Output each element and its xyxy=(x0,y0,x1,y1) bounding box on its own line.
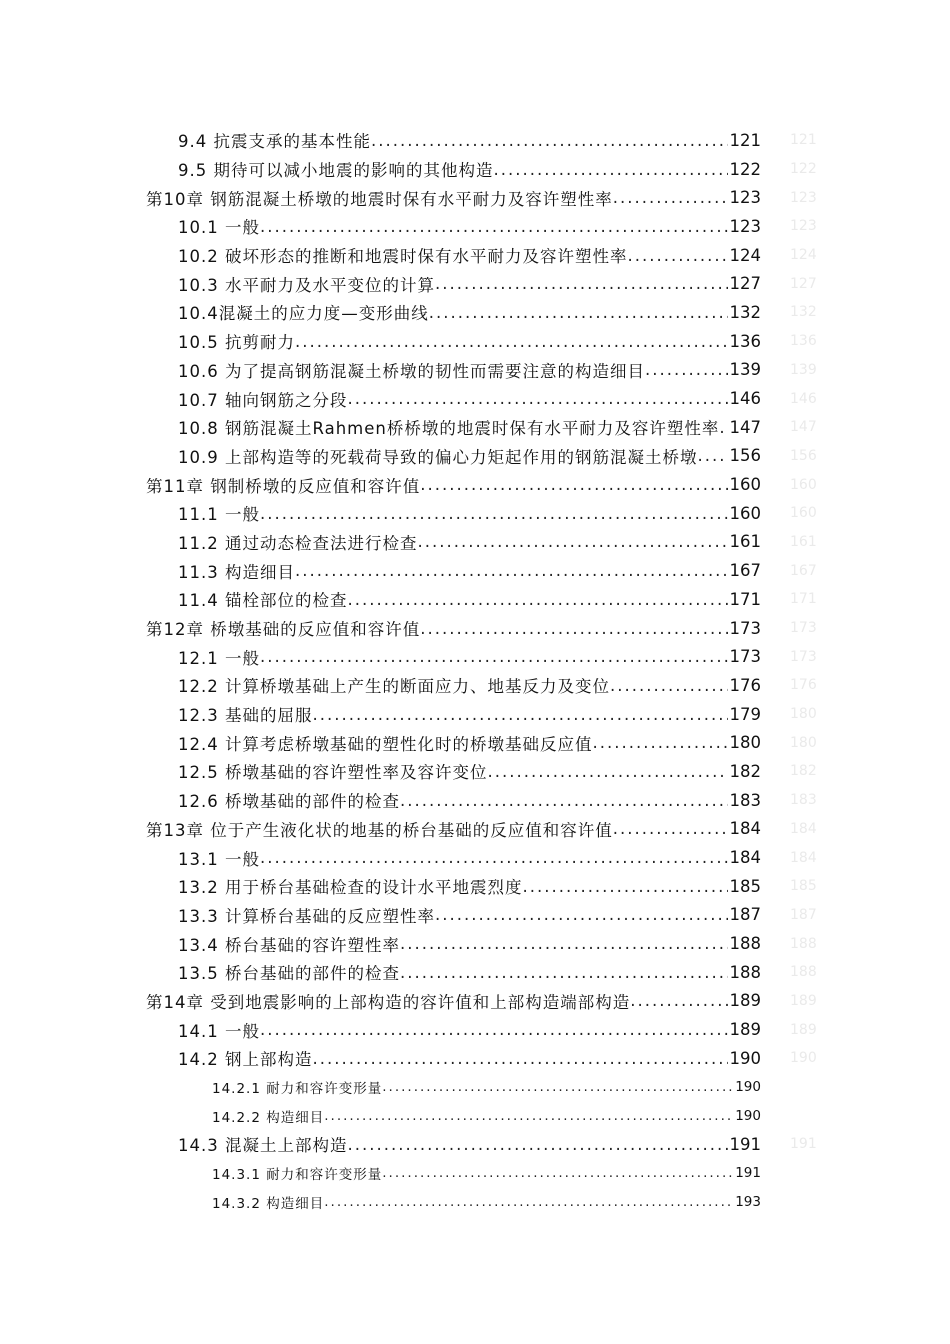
toc-page-number: 173 xyxy=(729,618,761,638)
toc-section-entry xyxy=(178,155,950,184)
toc-chapter-entry xyxy=(146,183,950,212)
toc-entry-line xyxy=(178,874,761,898)
toc-entry-line xyxy=(212,1106,761,1126)
dot-leader xyxy=(347,389,727,408)
dot-leader xyxy=(417,532,727,551)
toc-entry-title: 14.2 钢上部构造 xyxy=(178,1050,313,1070)
toc-entry-title: 第13章 位于产生液化状的地基的桥台基础的反应值和容许值 xyxy=(146,820,613,840)
toc-entry-title: 10.1 一般 xyxy=(178,218,260,238)
toc-entry-line xyxy=(178,673,761,697)
toc-entry-line xyxy=(178,1046,761,1070)
toc-section-entry xyxy=(178,499,950,528)
dot-leader xyxy=(347,1135,727,1154)
faint-page-number: 188 xyxy=(790,935,817,952)
toc-entry-line xyxy=(178,300,761,324)
toc-page-number: 136 xyxy=(729,331,761,351)
faint-page-number: 184 xyxy=(790,849,817,866)
toc-page-number: 188 xyxy=(729,962,761,982)
toc-entry-line xyxy=(178,444,761,468)
toc-entry-title: 14.2.1 耐力和容许变形量 xyxy=(212,1081,383,1098)
faint-page-number: 189 xyxy=(790,992,817,1009)
faint-page-number: 147 xyxy=(790,419,817,436)
faint-page-number: 189 xyxy=(790,1021,817,1038)
dot-leader xyxy=(382,1165,733,1181)
faint-page-number: 185 xyxy=(790,878,817,895)
faint-page-number: 160 xyxy=(790,476,817,493)
faint-page-number: 184 xyxy=(790,820,817,837)
dot-leader xyxy=(260,1020,728,1039)
toc-entry-title: 10.6 为了提高钢筋混凝土桥墩的韧性而需要注意的构造细目 xyxy=(178,361,645,381)
toc-page-number: 193 xyxy=(735,1193,761,1210)
dot-leader xyxy=(613,188,728,207)
toc-page-number: 190 xyxy=(735,1079,761,1096)
toc-entry-line xyxy=(178,960,761,984)
faint-page-number: 161 xyxy=(790,533,817,550)
toc-entry-title: 11.1 一般 xyxy=(178,505,260,525)
toc-entry-line xyxy=(178,846,761,870)
toc-entry-line xyxy=(178,645,761,669)
toc-entry-title: 12.2 计算桥墩基础上产生的断面应力、地基反力及变位 xyxy=(178,677,610,697)
dot-leader xyxy=(400,934,728,953)
toc-page-number: 124 xyxy=(729,245,761,265)
dot-leader xyxy=(630,991,727,1010)
toc-section-entry xyxy=(178,1130,950,1159)
toc-page-number: 139 xyxy=(729,360,761,380)
faint-page-number: 139 xyxy=(790,361,817,378)
toc-page-number: 189 xyxy=(729,991,761,1011)
toc-entry-title: 14.3.2 构造细目 xyxy=(212,1195,325,1212)
toc-entry-title: 10.3 水平耐力及水平变位的计算 xyxy=(178,275,435,295)
toc-entry-line xyxy=(178,329,761,353)
faint-page-number: 188 xyxy=(790,964,817,981)
toc-section-entry xyxy=(178,327,950,356)
faint-page-number: 180 xyxy=(790,706,817,723)
dot-leader xyxy=(382,1079,733,1095)
toc-section-entry xyxy=(178,241,950,270)
toc-entry-line xyxy=(178,128,761,152)
toc-section-entry xyxy=(178,585,950,614)
toc-entry-title: 14.1 一般 xyxy=(178,1021,260,1041)
toc-subsection-entry xyxy=(212,1073,950,1102)
dot-leader xyxy=(613,819,728,838)
toc-entry-line xyxy=(178,559,761,583)
dot-leader xyxy=(645,360,728,379)
toc-entry-title: 11.3 构造细目 xyxy=(178,562,295,582)
toc-page-number: 180 xyxy=(729,733,761,753)
toc-entry-title: 12.6 桥墩基础的部件的检查 xyxy=(178,792,400,812)
toc-page-number: 156 xyxy=(729,446,761,466)
dot-leader xyxy=(610,676,728,695)
toc-entry-line xyxy=(178,157,761,181)
faint-page-number: 183 xyxy=(790,792,817,809)
toc-page-number: 188 xyxy=(729,934,761,954)
toc-page-number: 121 xyxy=(729,130,761,150)
toc-section-entry xyxy=(178,528,950,557)
toc-section-entry xyxy=(178,298,950,327)
toc-entry-line xyxy=(178,587,761,611)
toc-entry-line xyxy=(178,1132,761,1156)
toc-entry-line xyxy=(212,1192,761,1212)
toc-entry-title: 13.3 计算桥台基础的反应塑性率 xyxy=(178,906,435,926)
toc-entry-title: 11.4 锚栓部位的检查 xyxy=(178,591,348,611)
faint-page-number: 122 xyxy=(790,161,817,178)
dot-leader xyxy=(400,963,728,982)
dot-leader xyxy=(347,590,727,609)
toc-page-number: 176 xyxy=(729,675,761,695)
toc-page-number: 123 xyxy=(729,188,761,208)
toc-entry-line xyxy=(212,1163,761,1183)
toc-entry-title: 13.1 一般 xyxy=(178,849,260,869)
faint-page-number: 127 xyxy=(790,275,817,292)
toc-page-number: 122 xyxy=(729,159,761,179)
toc-subsection-entry xyxy=(212,1159,950,1188)
faint-page-number: 176 xyxy=(790,677,817,694)
toc-entry-title: 10.5 抗剪耐力 xyxy=(178,333,295,353)
dot-leader xyxy=(719,418,727,437)
toc-entry-title: 第11章 钢制桥墩的反应值和容许值 xyxy=(146,476,421,496)
toc-page-number: 123 xyxy=(729,216,761,236)
faint-page-number: 191 xyxy=(790,1136,817,1153)
toc-section-entry xyxy=(178,728,950,757)
toc-section-entry xyxy=(178,786,950,815)
toc-entry-title: 9.4 抗震支承的基本性能 xyxy=(178,132,371,152)
toc-entry-line xyxy=(178,415,761,439)
toc-entry-line xyxy=(146,817,761,841)
dot-leader xyxy=(312,705,727,724)
faint-page-number: 182 xyxy=(790,763,817,780)
toc-page-number: 160 xyxy=(729,503,761,523)
toc-page-number: 161 xyxy=(729,532,761,552)
faint-page-number: 171 xyxy=(790,591,817,608)
toc-page-number: 160 xyxy=(729,475,761,495)
dot-leader xyxy=(487,762,727,781)
toc-entry-line xyxy=(178,731,761,755)
toc-entry-title: 14.3 混凝土上部构造 xyxy=(178,1136,348,1156)
toc-section-entry xyxy=(178,671,950,700)
dot-leader xyxy=(420,619,727,638)
toc-section-entry xyxy=(178,958,950,987)
dot-leader xyxy=(295,561,728,580)
toc-chapter-entry xyxy=(146,470,950,499)
toc-section-entry xyxy=(178,356,950,385)
toc-page-number: 182 xyxy=(729,761,761,781)
toc-entry-title: 12.1 一般 xyxy=(178,648,260,668)
toc-entry-line xyxy=(178,932,761,956)
dot-leader xyxy=(260,647,728,666)
toc-page-number: 185 xyxy=(729,876,761,896)
toc-entry-line xyxy=(212,1077,761,1097)
toc-entry-title: 第14章 受到地震影响的上部构造的容许值和上部构造端部构造 xyxy=(146,992,631,1012)
dot-leader xyxy=(260,848,728,867)
toc-section-entry xyxy=(178,556,950,585)
toc-section-entry xyxy=(178,642,950,671)
dot-leader xyxy=(429,303,728,322)
toc-entry-line xyxy=(178,214,761,238)
toc-entry-line xyxy=(146,989,761,1013)
toc-entry-line xyxy=(178,788,761,812)
toc-page-number: 190 xyxy=(729,1048,761,1068)
toc-entry-line xyxy=(178,759,761,783)
faint-page-number: 123 xyxy=(790,218,817,235)
toc-entry-line xyxy=(178,272,761,296)
dot-leader xyxy=(435,905,728,924)
toc-entry-line xyxy=(178,702,761,726)
toc-page-number: 179 xyxy=(729,704,761,724)
toc-entry-title: 14.3.1 耐力和容许变形量 xyxy=(212,1167,383,1184)
faint-page-number: 187 xyxy=(790,906,817,923)
toc-chapter-entry xyxy=(146,614,950,643)
toc-chapter-entry xyxy=(146,815,950,844)
toc-page-number: 184 xyxy=(729,819,761,839)
toc-entry-line xyxy=(146,186,761,210)
toc-entry-title: 14.2.2 构造细目 xyxy=(212,1109,325,1126)
dot-leader xyxy=(312,1049,727,1068)
toc-section-entry xyxy=(178,126,950,155)
toc-page-number: 191 xyxy=(735,1165,761,1182)
faint-page-number: 123 xyxy=(790,189,817,206)
toc-entry-line xyxy=(178,387,761,411)
toc-section-entry xyxy=(178,901,950,930)
faint-page-number: 146 xyxy=(790,390,817,407)
toc-entry-title: 13.5 桥台基础的部件的检查 xyxy=(178,964,400,984)
toc-entry-title: 10.2 破坏形态的推断和地震时保有水平耐力及容许塑性率 xyxy=(178,247,628,267)
faint-page-number: 167 xyxy=(790,562,817,579)
dot-leader xyxy=(420,475,727,494)
dot-leader xyxy=(295,332,728,351)
toc-section-entry xyxy=(178,1015,950,1044)
toc-page-number: 190 xyxy=(735,1107,761,1124)
faint-page-number: 156 xyxy=(790,447,817,464)
toc-entry-line xyxy=(146,616,761,640)
dot-leader xyxy=(260,504,728,523)
toc-entry-title: 第12章 桥墩基础的反应值和容许值 xyxy=(146,620,421,640)
toc-page-number: 147 xyxy=(729,417,761,437)
toc-page-number: 132 xyxy=(729,302,761,322)
toc-subsection-entry xyxy=(212,1101,950,1130)
faint-page-number: 180 xyxy=(790,734,817,751)
toc-page-number: 173 xyxy=(729,647,761,667)
toc-section-entry xyxy=(178,872,950,901)
toc-entry-line xyxy=(178,903,761,927)
toc-section-entry xyxy=(178,1044,950,1073)
toc-page-number: 127 xyxy=(729,274,761,294)
toc-page-number: 187 xyxy=(729,905,761,925)
toc-page-number: 189 xyxy=(729,1020,761,1040)
toc-page-number: 183 xyxy=(729,790,761,810)
dot-leader xyxy=(522,877,727,896)
toc-entry-title: 10.7 轴向钢筋之分段 xyxy=(178,390,348,410)
toc-entry-title: 10.8 钢筋混凝土Rahmen桥桥墩的地震时保有水平耐力及容许塑性率 xyxy=(178,419,720,439)
toc-entry-title: 12.3 基础的屈服 xyxy=(178,706,313,726)
toc-entry-line xyxy=(178,243,761,267)
faint-page-number: 173 xyxy=(790,648,817,665)
toc-entry-title: 12.5 桥墩基础的容许塑性率及容许变位 xyxy=(178,763,488,783)
toc-entry-line xyxy=(178,501,761,525)
dot-leader xyxy=(592,733,727,752)
toc-page-number: 167 xyxy=(729,561,761,581)
toc-section-entry xyxy=(178,212,950,241)
toc-section-entry xyxy=(178,413,950,442)
toc-page-number: 171 xyxy=(729,589,761,609)
toc-entry-title: 第10章 钢筋混凝土桥墩的地震时保有水平耐力及容许塑性率 xyxy=(146,189,613,209)
toc-subsection-entry xyxy=(212,1187,950,1216)
dot-leader xyxy=(697,446,727,465)
toc-page-number: 184 xyxy=(729,848,761,868)
toc-page-number: 191 xyxy=(729,1134,761,1154)
faint-page-number: 136 xyxy=(790,333,817,350)
toc-entry-title: 11.2 通过动态检查法进行检查 xyxy=(178,533,418,553)
faint-page-number: 124 xyxy=(790,247,817,264)
toc-section-entry xyxy=(178,269,950,298)
dot-leader xyxy=(260,217,728,236)
toc-entry-title: 13.2 用于桥台基础检查的设计水平地震烈度 xyxy=(178,878,523,898)
dot-leader xyxy=(627,246,727,265)
dot-leader xyxy=(324,1194,733,1210)
toc-section-entry xyxy=(178,843,950,872)
toc-section-entry xyxy=(178,700,950,729)
table-of-contents xyxy=(0,126,950,1216)
faint-page-number: 190 xyxy=(790,1050,817,1067)
toc-entry-title: 12.4 计算考虑桥墩基础的塑性化时的桥墩基础反应值 xyxy=(178,734,593,754)
toc-chapter-entry xyxy=(146,987,950,1016)
toc-section-entry xyxy=(178,442,950,471)
toc-entry-line xyxy=(178,358,761,382)
toc-entry-line xyxy=(178,1018,761,1042)
faint-page-number: 121 xyxy=(790,132,817,149)
toc-section-entry xyxy=(178,757,950,786)
dot-leader xyxy=(324,1108,733,1124)
toc-section-entry xyxy=(178,929,950,958)
toc-entry-line xyxy=(178,530,761,554)
toc-entry-title: 10.4混凝土的应力度—变形曲线 xyxy=(178,304,429,324)
dot-leader xyxy=(400,791,728,810)
dot-leader xyxy=(494,160,728,179)
dot-leader xyxy=(371,131,728,150)
toc-entry-title: 13.4 桥台基础的容许塑性率 xyxy=(178,935,400,955)
toc-entry-title: 10.9 上部构造等的死载荷导致的偏心力矩起作用的钢筋混凝土桥墩 xyxy=(178,447,698,467)
faint-page-number: 132 xyxy=(790,304,817,321)
toc-page-number: 146 xyxy=(729,389,761,409)
toc-entry-line xyxy=(146,473,761,497)
faint-page-number: 173 xyxy=(790,620,817,637)
toc-entry-title: 9.5 期待可以减小地震的影响的其他构造 xyxy=(178,161,494,181)
dot-leader xyxy=(435,274,728,293)
faint-page-number: 160 xyxy=(790,505,817,522)
toc-section-entry xyxy=(178,384,950,413)
